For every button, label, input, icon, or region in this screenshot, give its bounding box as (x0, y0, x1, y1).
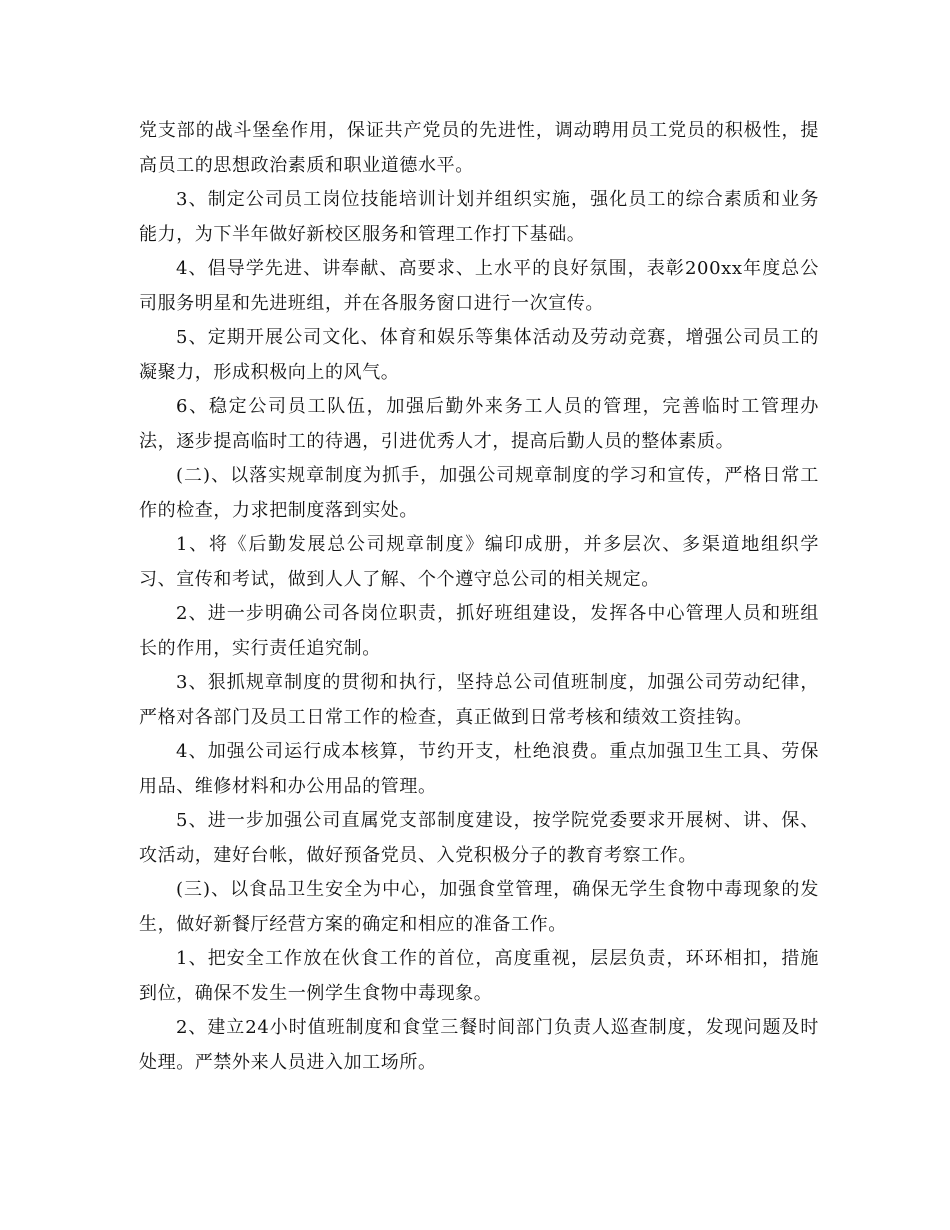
paragraph: 3、狠抓规章制度的贯彻和执行，坚持总公司值班制度，加强公司劳动纪律，严格对各部门及员工日常工作的检查，真正做到日常考核和绩效工资挂钩。 (139, 672, 819, 728)
section-heading: (二)、以落实规章制度为抓手，加强公司规章制度的学习和宣传，严格日常工作的检查，力求把制度落到实处。 (139, 465, 819, 521)
paragraph: 1、把安全工作放在伙食工作的首位，高度重视，层层负责，环环相扣，措施到位，确保不发生一例学生食物中毒现象。 (139, 948, 819, 1004)
section-heading: (三)、以食品卫生安全为中心，加强食堂管理，确保无学生食物中毒现象的发生，做好新餐厅经营方案的确定和相应的准备工作。 (139, 879, 819, 935)
paragraph: 6、稳定公司员工队伍，加强后勤外来务工人员的管理，完善临时工管理办法，逐步提高临时工的待遇，引进优秀人才，提高后勤人员的整体素质。 (139, 396, 819, 452)
paragraph: 4、倡导学先进、讲奉献、高要求、上水平的良好氛围，表彰200xx年度总公司服务明星和先进班组，并在各服务窗口进行一次宣传。 (139, 258, 819, 314)
document-body (139, 114, 819, 1080)
paragraph: 4、加强公司运行成本核算，节约开支，杜绝浪费。重点加强卫生工具、劳保用品、维修材料和办公用品的管理。 (139, 741, 819, 797)
paragraph: 3、制定公司员工岗位技能培训计划并组织实施，强化员工的综合素质和业务能力，为下半年做好新校区服务和管理工作打下基础。 (139, 189, 819, 245)
paragraph: 2、进一步明确公司各岗位职责，抓好班组建设，发挥各中心管理人员和班组长的作用，实行责任追究制。 (139, 603, 819, 659)
paragraph: 5、定期开展公司文化、体育和娱乐等集体活动及劳动竞赛，增强公司员工的凝聚力，形成积极向上的风气。 (139, 327, 819, 383)
paragraph: 党支部的战斗堡垒作用，保证共产党员的先进性，调动聘用员工党员的积极性，提高员工的思想政治素质和职业道德水平。 (139, 120, 819, 176)
paragraph: 5、进一步加强公司直属党支部制度建设，按学院党委要求开展树、讲、保、攻活动，建好台帐，做好预备党员、入党积极分子的教育考察工作。 (139, 810, 819, 866)
paragraph: 2、建立24小时值班制度和食堂三餐时间部门负责人巡查制度，发现问题及时处理。严禁外来人员进入加工场所。 (139, 1017, 819, 1073)
paragraph: 1、将《后勤发展总公司规章制度》编印成册，并多层次、多渠道地组织学习、宣传和考试，做到人人了解、个个遵守总公司的相关规定。 (139, 534, 819, 590)
